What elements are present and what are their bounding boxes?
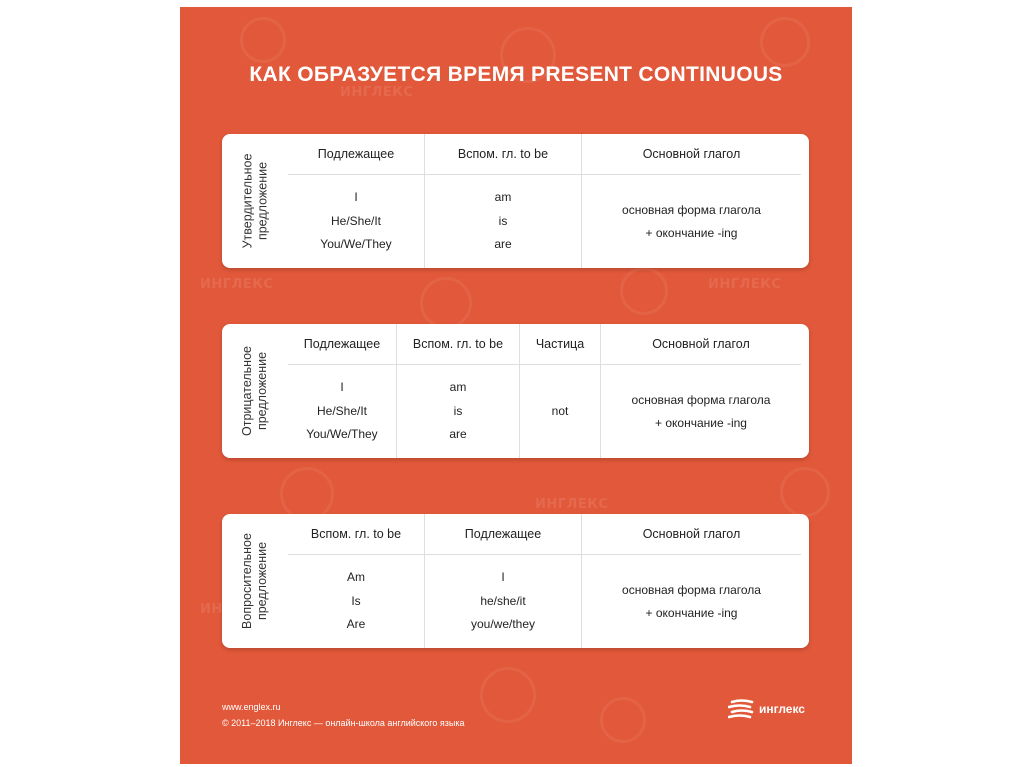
side-label-line1: Утвердительное	[240, 153, 255, 249]
subject-cell: he/she/it	[480, 593, 526, 608]
aux-cell: Am	[347, 570, 365, 585]
brand-logo[interactable]	[728, 699, 805, 719]
subject-cell: I	[501, 570, 505, 585]
watermark-shape	[620, 267, 668, 315]
subject-cell: I	[340, 380, 344, 395]
affirmative-table	[288, 134, 801, 268]
main-verb-line2: + окончание -ing	[645, 225, 738, 240]
affirmative-card	[222, 134, 809, 268]
main-verb-line1: основная форма глагола	[622, 582, 761, 597]
subject-column	[424, 514, 581, 648]
aux-cell: am	[494, 190, 512, 205]
side-label	[222, 324, 288, 458]
column-header: Вспом. гл. to be	[425, 134, 581, 175]
subject-cell: You/We/They	[306, 427, 378, 442]
aux-cell: are	[494, 237, 512, 252]
footer-site-link[interactable]: www.englex.ru	[222, 702, 281, 712]
main-verb-line1: основная форма глагола	[631, 392, 771, 407]
aux-column	[288, 514, 424, 648]
watermark-shape	[780, 467, 830, 517]
column-header: Вспом. гл. to be	[397, 324, 519, 365]
watermark-text: ИНГЛЕКС	[535, 497, 609, 512]
brand-name: инглекс	[759, 702, 805, 716]
page-title: КАК ОБРАЗУЕТСЯ ВРЕМЯ PRESENT CONTINUOUS	[249, 63, 783, 86]
subject-cell: He/She/It	[316, 403, 368, 418]
side-label	[222, 134, 288, 268]
main-verb-column	[600, 324, 801, 458]
footer-copyright: © 2011–2018 Инглекс — онлайн-школа английского языка	[222, 718, 465, 728]
main-verb-line1: основная форма глагола	[622, 202, 761, 217]
particle-column	[519, 324, 600, 458]
main-verb-line2: + окончание -ing	[655, 415, 747, 430]
watermark-shape	[240, 17, 286, 63]
main-verb-column	[581, 134, 801, 268]
side-label	[222, 514, 288, 648]
column-header: Подлежащее	[425, 514, 581, 555]
side-label-line1: Отрицательное	[240, 346, 254, 436]
side-label-line2: предложение	[255, 351, 269, 431]
watermark-shape	[600, 697, 646, 743]
column-header: Частица	[520, 324, 600, 365]
side-label-line2: предложение	[255, 161, 270, 241]
column-header: Основной глагол	[582, 514, 801, 555]
aux-cell: are	[449, 427, 467, 442]
aux-cell: is	[498, 213, 508, 228]
aux-cell: is	[453, 403, 463, 418]
englex-logo-icon	[728, 699, 754, 719]
subject-cell: You/We/They	[320, 237, 392, 252]
column-header: Подлежащее	[288, 324, 396, 365]
column-header: Подлежащее	[288, 134, 424, 175]
side-label-line1: Вопросительное	[240, 533, 254, 629]
aux-cell: Is	[351, 593, 361, 608]
subject-cell: I	[354, 190, 358, 205]
watermark-shape	[760, 17, 810, 67]
aux-cell: Are	[346, 617, 366, 632]
column-header: Основной глагол	[582, 134, 801, 175]
watermark-text: ИНГЛЕКС	[708, 277, 782, 292]
interrogative-table	[288, 514, 801, 648]
watermark-shape	[280, 467, 334, 521]
watermark-shape	[420, 277, 472, 329]
main-verb-column	[581, 514, 801, 648]
watermark-text: ИНГЛЕКС	[200, 277, 274, 292]
interrogative-card	[222, 514, 809, 648]
watermark-shape	[480, 667, 536, 723]
subject-cell: you/we/they	[470, 617, 536, 632]
aux-column	[396, 324, 519, 458]
aux-column	[424, 134, 581, 268]
main-verb-line2: + окончание -ing	[645, 605, 738, 620]
negative-table	[288, 324, 801, 458]
subject-cell: He/She/It	[330, 213, 382, 228]
aux-cell: am	[449, 380, 467, 395]
footer	[222, 699, 465, 731]
poster	[180, 7, 852, 764]
column-header: Вспом. гл. to be	[288, 514, 424, 555]
watermark-text: ИНГЛЕКС	[340, 85, 414, 100]
column-header: Основной глагол	[601, 324, 801, 365]
subject-column	[288, 134, 424, 268]
side-label-line2: предложение	[255, 541, 269, 621]
particle-cell: not	[551, 403, 569, 418]
subject-column	[288, 324, 396, 458]
negative-card	[222, 324, 809, 458]
